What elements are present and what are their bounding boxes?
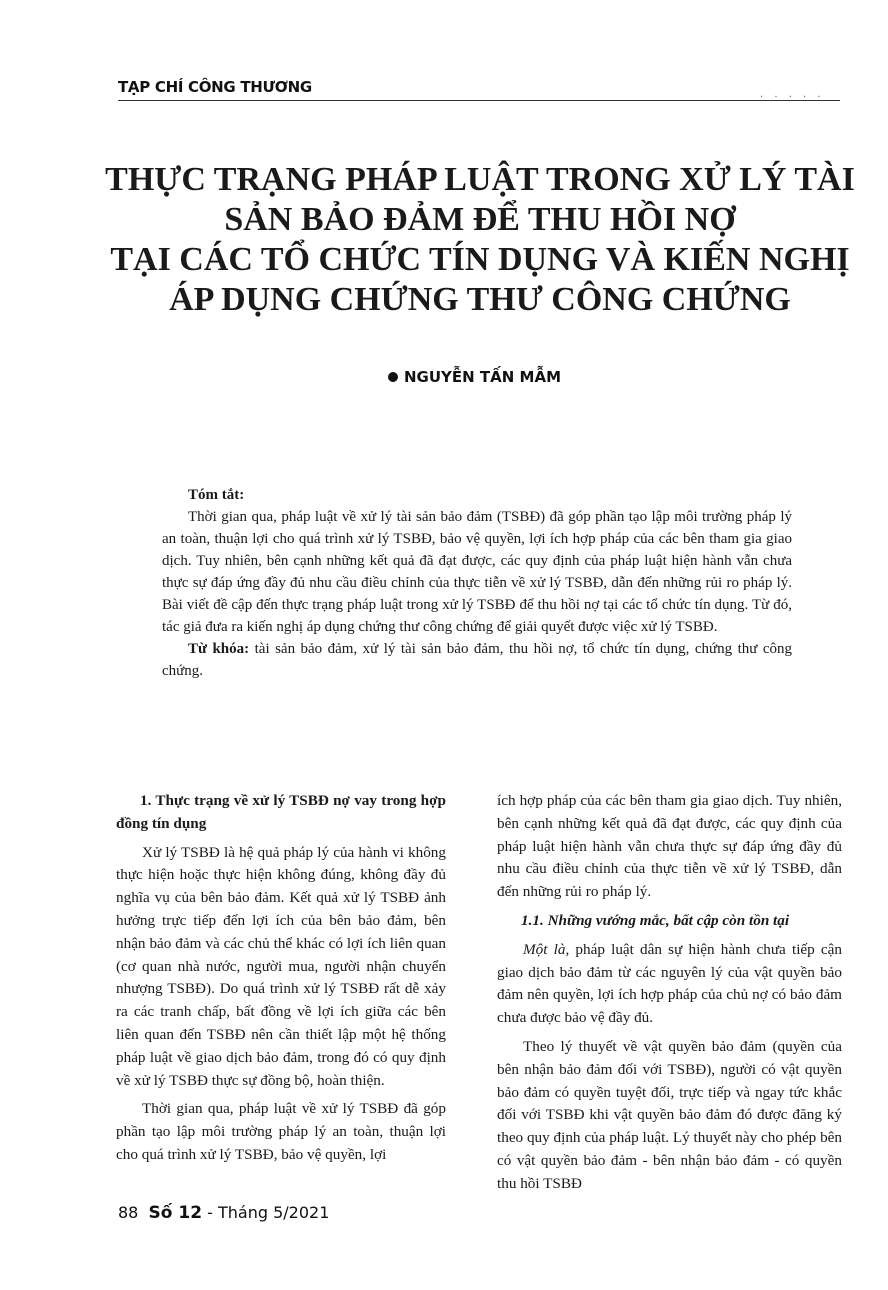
paragraph-3-rest: pháp luật dân sự hiện hành chưa tiếp cận giao dịch bảo đảm từ các nguyên lý của vật quyền bảo đảm nên quyền, lợi ích hợp pháp của chủ nợ có bảo đảm chưa được bảo vệ đầy đủ. — [497, 940, 842, 1027]
header-rule — [118, 100, 840, 101]
right-column — [497, 790, 842, 1202]
paragraph-3-lead: Một là, — [523, 940, 570, 958]
page-number: 88 — [118, 1203, 139, 1222]
paragraph-1: Xử lý TSBĐ là hệ quả pháp lý của hành vi không thực hiện hoặc thực hiện không đúng, không đầy đủ nghĩa vụ của bên bảo đảm. Kết quả xử lý TSBĐ ảnh hưởng trực tiếp đến lợi ích của bên bảo đảm, bên nhận bảo đảm và các chủ thể khác có lợi ích liên quan (cơ quan nhà nước, người mua, người nhận chuyển nhượng TSBĐ). Do quá trình xử lý TSBĐ rất dễ xảy ra các tranh chấp, bất đồng về lợi ích giữa các bên liên quan đến TSBĐ nên cần thiết lập một hệ thống pháp luật về giao dịch bảo đảm, trong đó có quy định về xử lý TSBĐ thực sự đồng bộ, hoàn thiện. — [116, 843, 446, 1089]
title-line-4: ÁP DỤNG CHỨNG THƯ CÔNG CHỨNG — [169, 281, 791, 318]
left-column — [116, 790, 446, 1173]
subsection-heading: 1.1. Những vướng mắc, bất cập còn tồn tại — [521, 911, 790, 929]
author-byline — [388, 368, 561, 386]
paragraph-continued: ích hợp pháp của các bên tham gia giao dịch. Tuy nhiên, bên cạnh những kết quả đã đạt được, các quy định của pháp luật hiện hành vẫn chưa thực sự đáp ứng đầy đủ nhu cầu điều chỉnh của thực tiễn về xử lý TSBĐ, dẫn đến những rủi ro pháp lý. — [497, 792, 842, 901]
paragraph-4: Theo lý thuyết về vật quyền bảo đảm (quyền của bên nhận bảo đảm đối với TSBĐ), người có vật quyền bảo đảm có quyền tuyệt đối, trực tiếp và ngay tức khắc đối với TSBĐ khi vật quyền bảo đảm đó được đăng ký theo quy định của pháp luật. Lý thuyết này cho phép bên có vật quyền bảo đảm - bên nhận bảo đảm - có quyền thu hồi TSBĐ — [497, 1037, 843, 1192]
author-name: NGUYỄN TẤN MẪM — [404, 368, 562, 386]
section-heading: 1. Thực trạng về xử lý TSBĐ nợ vay trong hợp đồng tín dụng — [116, 792, 446, 832]
journal-name: TẠP CHÍ CÔNG THƯƠNG — [118, 78, 312, 96]
article-title — [100, 160, 860, 320]
abstract-label: Tóm tắt: — [188, 487, 245, 503]
header-dots: · · · · · — [760, 92, 825, 103]
paragraph-3 — [497, 939, 842, 1030]
issue-date: - Tháng 5/2021 — [207, 1203, 330, 1222]
issue-number: Số 12 — [148, 1203, 203, 1223]
page-footer — [118, 1203, 329, 1223]
keywords-paragraph — [162, 638, 792, 682]
title-line-3: TẠI CÁC TỔ CHỨC TÍN DỤNG VÀ KIẾN NGHỊ — [110, 241, 850, 278]
abstract-text: Thời gian qua, pháp luật về xử lý tài sản bảo đảm (TSBĐ) đã góp phần tạo lập môi trường pháp lý an toàn, thuận lợi cho quá trình xử lý TSBĐ, bảo vệ quyền, lợi ích hợp pháp của các bên tham gia giao dịch. Tuy nhiên, bên cạnh những kết quả đã đạt được, các quy định của pháp luật hiện hành vẫn chưa thực sự đáp ứng đầy đủ nhu cầu điều chỉnh của thực tiễn về xử lý TSBĐ, dẫn đến những rủi ro pháp lý. Bài viết đề cập đến thực trạng pháp luật trong xử lý TSBĐ để thu hồi nợ tại các tổ chức tín dụng. Từ đó, tác giả đưa ra kiến nghị áp dụng chứng thư công chứng để giải quyết được việc xử lý TSBĐ. — [162, 509, 792, 635]
keywords-label: Từ khóa: — [188, 641, 250, 657]
keywords-text: tài sản bảo đảm, xử lý tài sản bảo đảm, thu hồi nợ, tổ chức tín dụng, chứng thư công chứng. — [162, 641, 793, 679]
paragraph-2: Thời gian qua, pháp luật về xử lý TSBĐ đã góp phần tạo lập môi trường pháp lý an toàn, thuận lợi cho quá trình xử lý TSBĐ, bảo vệ quyền, lợi — [116, 1100, 446, 1163]
title-line-2: SẢN BẢO ĐẢM ĐỂ THU HỒI NỢ — [224, 201, 736, 238]
bullet-icon — [388, 372, 398, 382]
abstract-block — [162, 484, 792, 682]
title-line-1: THỰC TRẠNG PHÁP LUẬT TRONG XỬ LÝ TÀI — [105, 161, 855, 198]
